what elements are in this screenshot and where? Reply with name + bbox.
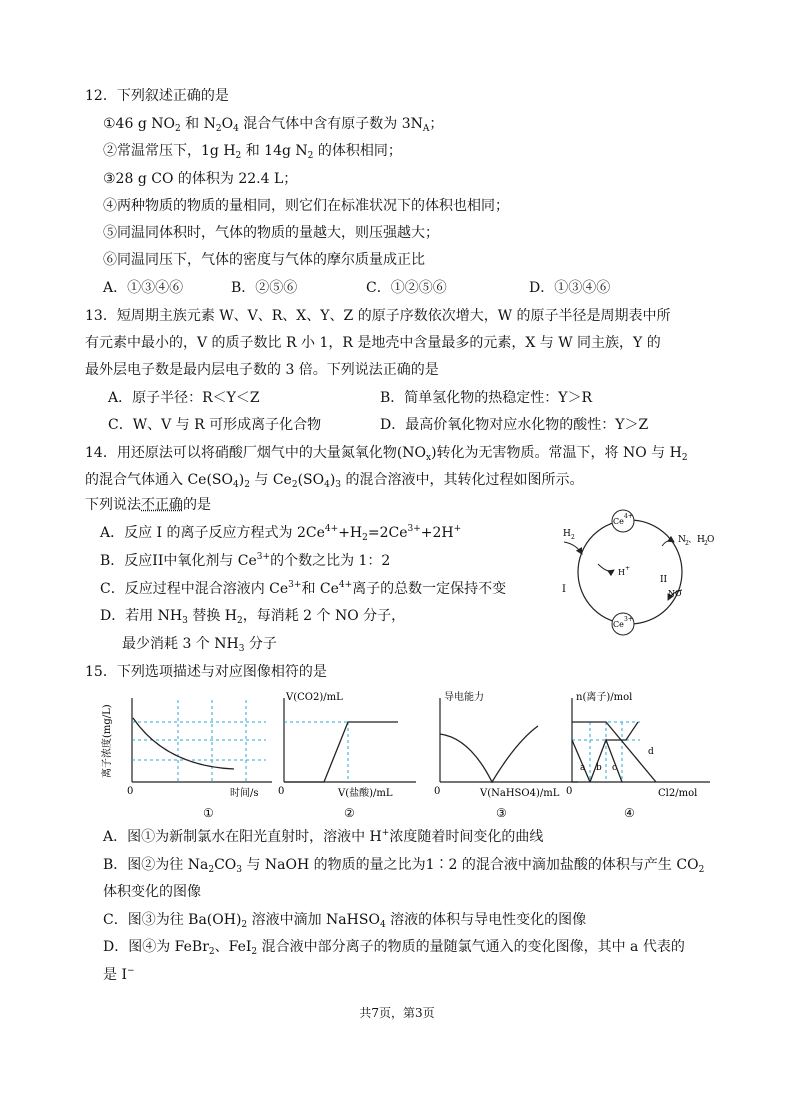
h2-input-arrow [563,529,582,554]
q13-option-b[interactable]: B．简单氢化物的热稳定性：Y＞R [380,390,593,406]
q12-statement-1: ①46 g $NO_2$ 和 $N_2O_4$ 混合气体中含有原子数为 $3N_A$； [103,116,444,134]
graph4-label-a: a [580,763,586,773]
q15-option-b[interactable]: B．图②为往 $Na_2CO_3$ 与 NaOH 的物质的量之比为1∶2 的混合液中滴加盐酸的体积与产生 $CO_2$ [103,857,705,875]
svg-text:H: H [563,529,571,539]
ce3-node [612,613,634,635]
svg-text:2: 2 [571,534,575,541]
graph1-number: ① [203,806,214,820]
q12-option-c[interactable]: C．①②⑤⑥ [366,280,447,296]
page-footer: 共7页，第3页 [359,1006,435,1020]
graph2-line [284,722,398,782]
q14-emphasis: 不正确 [141,497,183,513]
q13-option-d[interactable]: D．最高价氧化物对应水化物的酸性：Y＞Z [380,417,649,433]
q12-option-b[interactable]: B．②⑤⑥ [231,280,298,296]
graph3-ylabel: 导电能力 [444,692,484,703]
svg-text:3+: 3+ [624,616,633,623]
graph2-xlabel: V(盐酸)/mL [338,788,393,799]
hplus-label [598,564,630,577]
q15-option-b-line-2: 体积变化的图像 [103,884,201,900]
graph4-number: ④ [624,806,635,820]
q13-stem-line-2: 有元素中最小的，V 的质子数比 R 小 1，R 是地壳中含量最多的元素，X 与 W 同主族，Y 的 [85,335,661,351]
svg-text:2: 2 [704,540,708,547]
svg-text:、H: 、H [688,535,705,545]
graph3-curve [440,726,538,782]
q14-option-c[interactable]: C．反应过程中混合溶液内 $Ce^{3+}$和 $Ce^{4+}$离子的总数一定保持不变 [100,580,507,597]
q15-graph-2 [278,686,418,820]
q14-cycle-diagram [550,508,720,644]
q15-option-a[interactable]: A．图①为新制氯水在阳光直射时，溶液中 H+浓度随着时间变化的曲线 [103,828,544,845]
svg-text:2: 2 [685,540,689,547]
graph1-gridlines [132,700,266,782]
svg-text:Ce: Ce [613,620,624,629]
q13-stem-line-1: 13．短周期主族元素 W、V、R、X、Y、Z 的原子序数依次增大，W 的原子半径是周期表中所 [85,308,671,324]
graph4-label-d: d [648,747,654,757]
q14-option-d[interactable]: D．若用 $NH_3$ 替换 $H_2$，每消耗 2 个 NO 分子， [100,608,406,626]
graph2-axes [284,698,416,782]
svg-text:NO: NO [668,589,682,598]
svg-text:II: II [660,575,668,585]
graph2-ylabel: V(CO2)/mL [286,692,343,703]
n2-h2o-output-arrow [662,535,714,547]
graph2-number: ② [344,806,355,820]
q12-option-d[interactable]: D．①③④⑥ [529,280,611,296]
q12-statement-6: ⑥同温同压下，气体的密度与气体的摩尔质量成正比 [103,252,425,268]
q15-graph-4 [560,686,712,820]
q15-graph-3 [430,686,580,820]
graph4-ylabel: n(离子)/mol [576,692,633,703]
q15-stem: 15．下列选项描述与对应图像相符的是 [85,664,327,680]
q12-statement-3: ③28 g CO 的体积为 22.4 L； [103,171,298,187]
q12-statement-4: ④两种物质的物质的量相同，则它们在标准状况下的体积也相同； [103,198,509,214]
graph1-curve [133,718,234,769]
svg-text:O: O [707,535,715,545]
q12-option-a[interactable]: A．①③④⑥ [103,280,184,296]
q14-stem-line-3: 下列说法不正确的是 [85,497,211,513]
q13-option-c[interactable]: C．W、V 与 R 可形成离子化合物 [108,417,322,433]
graph1-origin: 0 [127,786,134,797]
q14-stem-line-1: 14．用还原法可以将硝酸厂烟气中的大量氮氧化物$(NO_x)$转化为无害物质。常温下，将 NO 与 $H_2$ [85,445,688,463]
q15-graph-1 [96,686,278,820]
svg-text:H: H [618,568,625,577]
cycle-circle [578,520,682,624]
graph3-xlabel: V(NaHSO4)/mL [480,788,560,799]
q13-stem-line-3: 最外层电子数是最内层电子数的 3 倍。下列说法正确的是 [85,362,439,378]
graph4-label-c: c [612,763,618,773]
q12-statement-5: ⑤同温同体积时，气体的物质的量越大，则压强越大； [103,225,439,241]
q14-option-a[interactable]: A．反应 I 的离子反应方程式为 $2Ce^{4+}+H_2=2Ce^{3+}+2H^+$ [100,524,462,543]
svg-text:Ce: Ce [613,517,624,526]
graph3-axes [440,698,578,782]
ce4-node [612,510,634,532]
q15-option-c[interactable]: C．图③为往 $Ba(OH)_2$ 溶液中滴加 NaHSO$_4$ 溶液的体积与导电性变化的图像 [103,912,587,930]
q14-option-d-line-2: 最少消耗 3 个 $NH_3$ 分子 [122,636,277,654]
q12-stem: 12．下列叙述正确的是 [85,88,229,104]
graph3-origin: 0 [434,786,441,797]
svg-text:I: I [562,584,566,595]
graph3-number: ③ [496,806,507,820]
graph1-xlabel: 时间/s [230,788,259,799]
graph2-origin: 0 [278,786,285,797]
graph2-gridlines [284,722,398,782]
graph4-xlabel: Cl2/mol [658,788,698,799]
graph4-origin: 0 [566,786,573,797]
graph4-gridlines [572,722,640,782]
graph4-lines [572,722,656,782]
svg-text:4+: 4+ [624,513,633,520]
q13-option-a[interactable]: A．原子半径：R＜Y＜Z [108,390,260,406]
q15-option-d-line-2: 是 I− [103,966,135,983]
graph4-label-b: b [596,763,602,773]
q14-stem-line-2: 的混合气体通入 $Ce(SO_4)_2$ 与 $Ce_2(SO_4)_3$ 的混合溶液中，其转化过程如图所示。 [85,472,584,490]
svg-text:+: + [625,565,631,572]
svg-text:N: N [678,535,686,545]
graph1-ylabel: 离子浓度(mg/L) [102,704,113,778]
q12-statement-2: ②常温常压下，1g $H_2$ 和 14g $N_2$ 的体积相同； [103,143,402,161]
q14-option-b[interactable]: B．反应II中氧化剂与 $Ce^{3+}$的个数之比为 1：2 [100,552,391,569]
q15-option-d[interactable]: D．图④为 FeBr$_2$、FeI$_2$ 混合液中部分离子的物质的量随氯气通入的变化图像，其中 a 代表的 [103,939,685,957]
